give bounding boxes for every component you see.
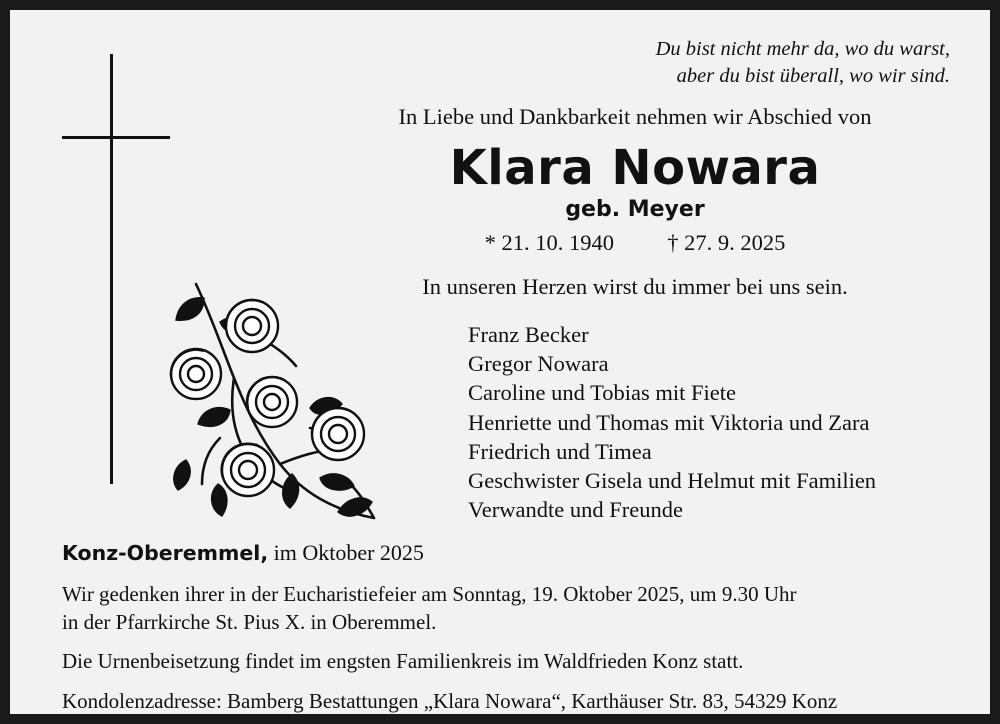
list-item: Henriette und Thomas mit Viktoria und Zara (468, 409, 870, 435)
burial-info: Die Urnenbeisetzung findet im engsten Familienkreis im Waldfrieden Konz statt. (62, 649, 744, 674)
motto (310, 36, 960, 90)
list-item: Geschwister Gisela und Helmut mit Familien (468, 468, 877, 494)
service-info (62, 580, 960, 637)
list-item: Gregor Nowara (468, 351, 609, 377)
place: Konz-Oberemmel, (62, 541, 269, 565)
deceased-name: Klara Nowara (449, 140, 821, 197)
motto-line-1: Du bist nicht mehr da, wo du warst, (655, 38, 950, 60)
service-line-1: Wir gedenken ihrer in der Eucharistiefeier am Sonntag, 19. Oktober 2025, um 9.30 Uhr (62, 581, 797, 606)
intro-text: In Liebe und Dankbarkeit nehmen wir Abschied von (398, 104, 872, 130)
list-item: Franz Becker (468, 321, 589, 347)
cross-horizontal-bar (62, 136, 170, 139)
motto-line-2: aber du bist überall, wo wir sind. (676, 65, 950, 88)
death-date: † 27. 9. 2025 (667, 229, 786, 255)
cross-vertical-bar (110, 54, 113, 484)
place-and-date (62, 538, 960, 568)
cross-icon (62, 54, 170, 484)
obituary-footer (62, 538, 960, 714)
birth-date: * 21. 10. 1940 (484, 229, 614, 255)
memorial-verse: In unseren Herzen wirst du immer bei uns sein. (422, 273, 848, 299)
list-item: Caroline und Tobias mit Fiete (468, 380, 736, 406)
mourners-list (310, 320, 960, 525)
obituary-card (10, 10, 990, 714)
life-dates (310, 230, 960, 256)
list-item: Verwandte und Freunde (468, 497, 683, 523)
list-item: Friedrich und Timea (468, 438, 652, 464)
notice-date: im Oktober 2025 (273, 540, 424, 565)
condolence-address: Kondolenzadresse: Bamberg Bestattungen „Klara Nowara“, Karthäuser Str. 83, 54329 Konz (62, 688, 838, 713)
obituary-text-column (310, 36, 960, 525)
maiden-name: geb. Meyer (565, 196, 705, 222)
service-line-2: in der Pfarrkirche St. Pius X. in Oberemmel. (62, 610, 437, 635)
